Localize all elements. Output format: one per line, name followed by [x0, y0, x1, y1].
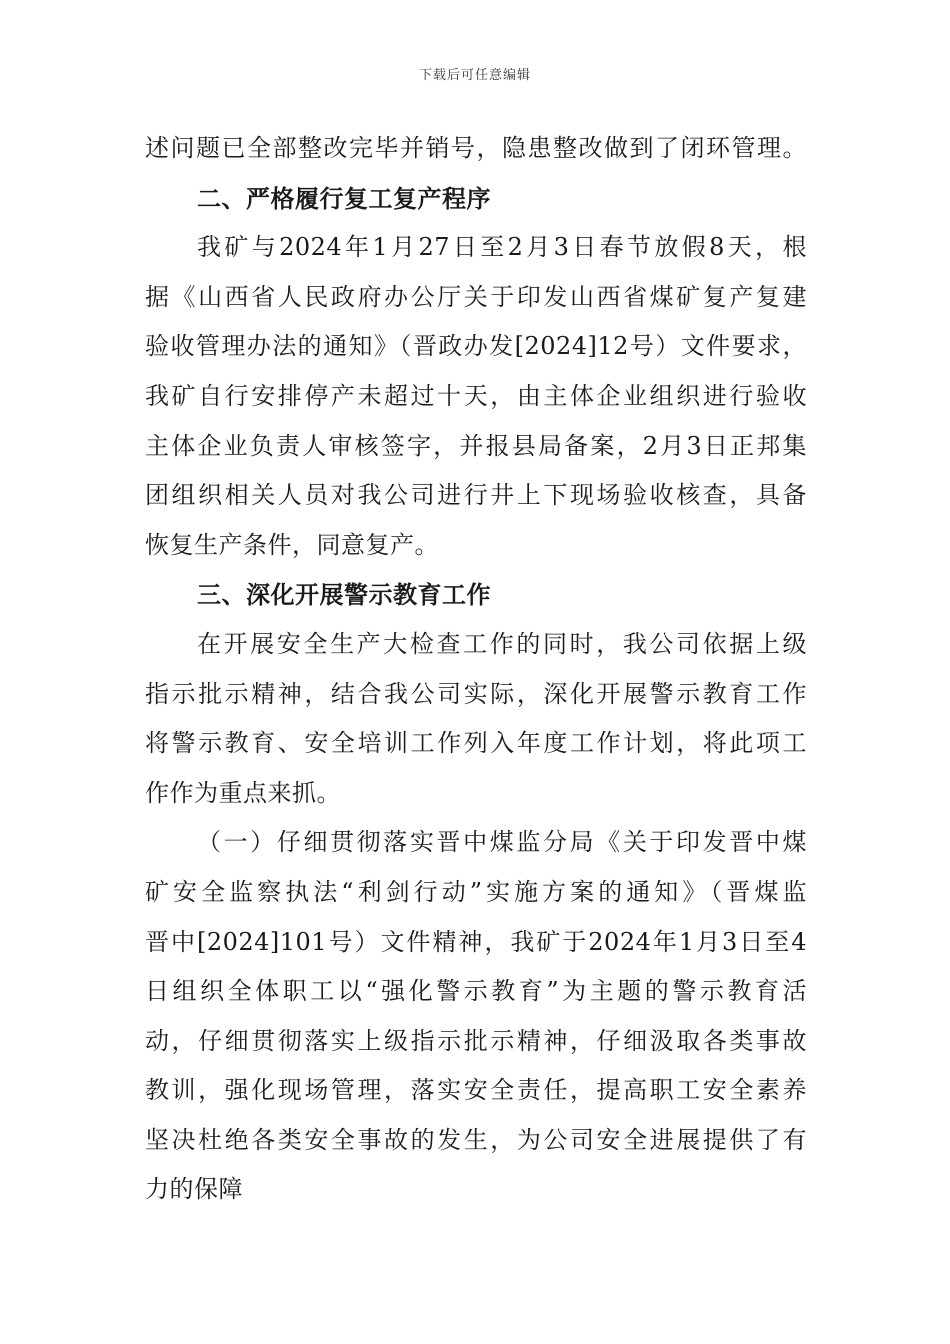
paragraph-line: 据《山西省人民政府办公厅关于印发山西省煤矿复产复建 [145, 282, 807, 311]
paragraph-line: 我矿与2024年1月27日至2月3日春节放假8天，根 [197, 233, 807, 262]
paragraph-line: 述问题已全部整改完毕并销号，隐患整改做到了闭环管理。 [145, 134, 807, 162]
paragraph-line: 将警示教育、安全培训工作列入年度工作计划，将此项工 [145, 729, 807, 758]
paragraph-line: 验收管理办法的通知》（晋政办发[2024]12号）文件要求， [145, 332, 807, 361]
paragraph-line: 坚决杜绝各类安全事故的发生，为公司安全进展提供了有 [145, 1125, 807, 1154]
paragraph-line: 主体企业负责人审核签字，并报县局备案，2月3日正邦集 [145, 431, 807, 460]
paragraph-line: 力的保障 [145, 1175, 243, 1204]
paragraph-line: 我矿自行安排停产未超过十天，由主体企业组织进行验收 [145, 381, 807, 410]
paragraph-line: 作作为重点来抓。 [145, 778, 341, 807]
document-body [145, 124, 807, 1215]
paragraph-line: 晋中[2024]101号）文件精神，我矿于2024年1月3日至4 [145, 927, 807, 956]
page-header-note: 下载后可任意编辑 [418, 68, 531, 83]
paragraph-line: 教训，强化现场管理，落实安全责任，提高职工安全素养 [145, 1076, 807, 1105]
paragraph-line: 团组织相关人员对我公司进行井上下现场验收核查，具备 [145, 481, 807, 510]
paragraph-line: 恢复生产条件，同意复产。 [145, 530, 439, 559]
section-heading-3: 三、深化开展警示教育工作 [197, 580, 491, 610]
paragraph-line: 动，仔细贯彻落实上级指示批示精神，仔细汲取各类事故 [145, 1026, 807, 1055]
paragraph-line: 在开展安全生产大检查工作的同时，我公司依据上级 [197, 629, 807, 658]
paragraph-line: 日组织全体职工以“强化警示教育”为主题的警示教育活 [145, 977, 807, 1006]
paragraph-line: 矿安全监察执法“利剑行动”实施方案的通知》（晋煤监 [145, 877, 807, 906]
paragraph-line: （一）仔细贯彻落实晋中煤监分局《关于印发晋中煤 [197, 828, 807, 857]
section-heading-2: 二、严格履行复工复产程序 [197, 183, 491, 213]
paragraph-line: 指示批示精神，结合我公司实际，深化开展警示教育工作 [145, 679, 807, 708]
